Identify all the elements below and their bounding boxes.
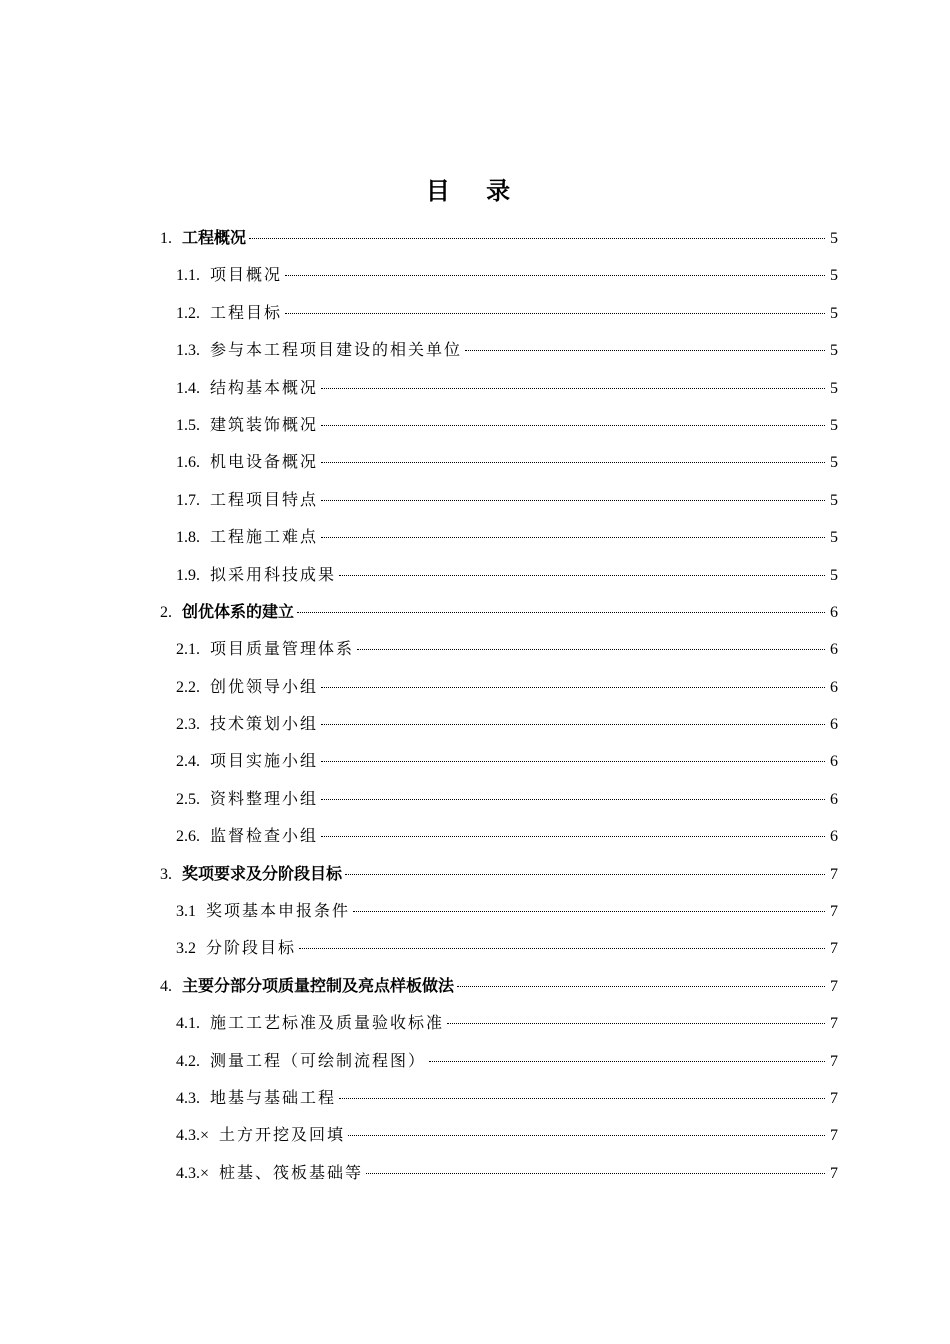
dot-leader (348, 1135, 825, 1136)
toc-entry-number: 1.5. (176, 416, 200, 434)
toc-entry[interactable] (160, 518, 838, 555)
toc-entry-number: 2.3. (176, 716, 200, 734)
toc-entry-number: 3. (160, 865, 172, 883)
toc-entry-page: 7 (830, 940, 838, 958)
toc-entry-number: 1.8. (176, 529, 200, 547)
toc-entry[interactable] (160, 294, 838, 331)
toc-entry-label: 工程概况 (182, 228, 247, 247)
dot-leader (353, 911, 825, 912)
toc-entry-page: 6 (830, 603, 838, 621)
toc-entry[interactable] (160, 929, 838, 966)
toc-entry-label: 奖项要求及分阶段目标 (182, 863, 343, 883)
toc-entry-number: 1.7. (176, 491, 200, 509)
toc-entry-label: 工程目标 (210, 302, 283, 322)
toc-entry[interactable] (160, 1154, 838, 1191)
dot-leader (357, 649, 825, 650)
dot-leader (321, 388, 825, 389)
dot-leader (321, 500, 825, 501)
toc-entry-label: 建筑装饰概况 (210, 414, 319, 434)
toc-entry-page: 6 (830, 753, 838, 771)
dot-leader (321, 724, 825, 725)
toc-entry-page: 7 (830, 1015, 838, 1033)
dot-leader (429, 1061, 825, 1062)
toc-entry-label: 技术策划小组 (210, 714, 319, 734)
dot-leader (321, 836, 825, 837)
toc-entry-page: 7 (830, 903, 838, 921)
toc-entry[interactable] (160, 219, 838, 256)
toc-entry[interactable] (160, 630, 838, 667)
dot-leader (297, 612, 825, 613)
toc-entry-page: 5 (830, 230, 838, 247)
toc-entry-number: 3.2 (176, 940, 196, 958)
toc-entry[interactable] (160, 1079, 838, 1116)
dot-leader (285, 275, 825, 276)
toc-entry-page: 7 (830, 1127, 838, 1145)
toc-entry-number: 4.3.× (176, 1127, 210, 1145)
toc-entry-number: 2.2. (176, 678, 200, 696)
table-of-contents (160, 219, 838, 1191)
toc-entry-label: 项目概况 (210, 265, 283, 285)
toc-entry-page: 6 (830, 641, 838, 659)
toc-entry-page: 5 (830, 491, 838, 509)
toc-entry-number: 3.1 (176, 903, 196, 921)
toc-entry-page: 5 (830, 379, 838, 397)
dot-leader (345, 874, 825, 875)
toc-entry-number: 1.6. (176, 454, 200, 472)
toc-entry-page: 5 (830, 304, 838, 322)
toc-entry[interactable] (160, 967, 838, 1004)
toc-entry-number: 1. (160, 230, 172, 247)
toc-entry[interactable] (160, 855, 838, 892)
toc-entry-label: 奖项基本申报条件 (206, 901, 351, 921)
toc-entry-label: 结构基本概况 (210, 377, 319, 397)
toc-entry-page: 7 (830, 1164, 838, 1182)
toc-entry-label: 项目实施小组 (210, 751, 319, 771)
toc-entry-page: 5 (830, 416, 838, 434)
toc-entry[interactable] (160, 593, 838, 630)
toc-entry-page: 7 (830, 977, 838, 995)
dot-leader (339, 1098, 825, 1099)
toc-entry-number: 1.4. (176, 379, 200, 397)
toc-entry-number: 4. (160, 977, 172, 995)
toc-entry-label: 拟采用科技成果 (210, 564, 337, 584)
dot-leader (321, 761, 825, 762)
toc-entry[interactable] (160, 817, 838, 854)
toc-entry-label: 测量工程（可绘制流程图） (210, 1050, 427, 1070)
toc-entry[interactable] (160, 742, 838, 779)
toc-entry-label: 工程项目特点 (210, 489, 319, 509)
toc-entry-page: 6 (830, 790, 838, 808)
toc-entry[interactable] (160, 443, 838, 480)
toc-entry-number: 2. (160, 603, 172, 621)
toc-title: 目 录 (425, 177, 525, 205)
dot-leader (321, 425, 825, 426)
toc-entry[interactable] (160, 256, 838, 293)
toc-entry[interactable] (160, 331, 838, 368)
toc-entry[interactable] (160, 369, 838, 406)
toc-entry-label: 资料整理小组 (210, 788, 319, 808)
dot-leader (249, 238, 825, 239)
toc-entry-label: 创优领导小组 (210, 676, 319, 696)
toc-entry-page: 5 (830, 267, 838, 285)
toc-entry-page: 5 (830, 566, 838, 584)
dot-leader (321, 537, 825, 538)
toc-entry-page: 5 (830, 454, 838, 472)
toc-entry-label: 工程施工难点 (210, 527, 319, 547)
toc-entry[interactable] (160, 1004, 838, 1041)
toc-entry-label: 分阶段目标 (206, 938, 297, 958)
dot-leader (321, 799, 825, 800)
toc-entry-label: 参与本工程项目建设的相关单位 (210, 340, 463, 360)
toc-entry-page: 7 (830, 1052, 838, 1070)
toc-entry-label: 主要分部分项质量控制及亮点样板做法 (182, 975, 455, 995)
toc-entry-number: 2.4. (176, 753, 200, 771)
dot-leader (285, 313, 825, 314)
toc-entry-number: 2.1. (176, 641, 200, 659)
toc-entry-number: 1.9. (176, 566, 200, 584)
toc-entry[interactable] (160, 668, 838, 705)
dot-leader (465, 350, 825, 351)
toc-entry[interactable] (160, 892, 838, 929)
toc-entry-page: 6 (830, 716, 838, 734)
toc-entry-label: 土方开挖及回填 (219, 1125, 346, 1145)
dot-leader (321, 687, 825, 688)
toc-entry-label: 监督检查小组 (210, 826, 319, 846)
toc-entry[interactable] (160, 705, 838, 742)
toc-entry[interactable] (160, 780, 838, 817)
toc-entry-number: 2.5. (176, 790, 200, 808)
dot-leader (366, 1173, 825, 1174)
dot-leader (339, 575, 825, 576)
toc-entry-label: 项目质量管理体系 (210, 639, 355, 659)
toc-entry[interactable] (160, 1042, 838, 1079)
toc-entry-page: 5 (830, 342, 838, 360)
toc-entry-number: 1.3. (176, 342, 200, 360)
toc-entry-number: 1.2. (176, 304, 200, 322)
toc-entry-label: 桩基、筏板基础等 (219, 1162, 364, 1182)
toc-entry-number: 1.1. (176, 267, 200, 285)
toc-entry-number: 4.2. (176, 1052, 200, 1070)
dot-leader (457, 986, 825, 987)
dot-leader (321, 462, 825, 463)
toc-entry-label: 地基与基础工程 (210, 1087, 337, 1107)
toc-entry-label: 机电设备概况 (210, 452, 319, 472)
toc-entry-page: 6 (830, 678, 838, 696)
dot-leader (447, 1023, 825, 1024)
toc-entry-label: 创优体系的建立 (182, 601, 295, 621)
toc-entry[interactable] (160, 556, 838, 593)
toc-entry-page: 6 (830, 828, 838, 846)
toc-entry-number: 2.6. (176, 828, 200, 846)
toc-entry-number: 4.3.× (176, 1164, 210, 1182)
toc-entry[interactable] (160, 1116, 838, 1153)
toc-entry-page: 5 (830, 529, 838, 547)
toc-entry-label: 施工工艺标准及质量验收标准 (210, 1013, 445, 1033)
toc-entry-number: 4.3. (176, 1089, 200, 1107)
toc-entry-page: 7 (830, 865, 838, 883)
toc-entry[interactable] (160, 406, 838, 443)
toc-entry-page: 7 (830, 1089, 838, 1107)
toc-entry[interactable] (160, 481, 838, 518)
toc-entry-number: 4.1. (176, 1015, 200, 1033)
dot-leader (299, 948, 825, 949)
